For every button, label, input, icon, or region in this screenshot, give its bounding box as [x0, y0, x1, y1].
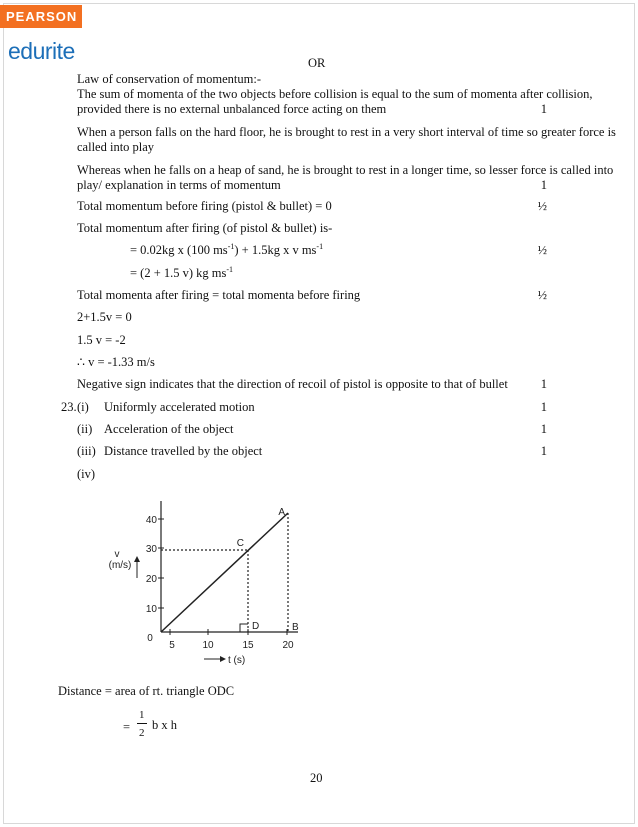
edurite-logo: edurite [8, 38, 75, 64]
question-number: 23. [61, 400, 77, 414]
pearson-logo: PEARSON [0, 5, 82, 28]
fraction-equals: = [123, 720, 131, 734]
velocity-line [161, 513, 288, 632]
equation-1-exp-b: -1 [316, 242, 324, 251]
law-line-2: provided there is no external unbalanced force acting on them [77, 102, 387, 116]
or-heading: OR [308, 56, 326, 70]
mark-3: ½ [537, 199, 547, 213]
point-a-label: A [278, 507, 285, 518]
negative-sign-note: Negative sign indicates that the direction of recoil of pistol is opposite to that of bullet [77, 377, 508, 391]
mark-5: ½ [537, 288, 547, 302]
fraction-denominator: 2 [139, 727, 145, 739]
right-angle-mark [240, 624, 248, 632]
point-d-label: D [252, 621, 260, 632]
x-tick-20: 20 [282, 640, 294, 651]
page-number: 20 [310, 771, 323, 785]
mark-1: 1 [540, 102, 547, 116]
step-1: 2+1.5v = 0 [77, 310, 132, 324]
x-axis-arrow-head [220, 656, 226, 662]
law-title: Law of conservation of momentum:- [77, 72, 261, 86]
y-tick-20: 20 [145, 574, 157, 585]
fraction-bar [137, 723, 147, 724]
part-i-label: (i) [77, 400, 89, 414]
point-c-label: C [236, 538, 244, 549]
velocity-time-graph [100, 496, 330, 678]
part-iii-label: (iii) [77, 444, 96, 458]
y-axis-arrow-head [134, 556, 140, 562]
equation-1-part-b: ) + 1.5kg x v ms [234, 243, 317, 257]
mark-2: 1 [540, 178, 547, 192]
x-tick-10: 10 [202, 640, 214, 651]
x-axis-label: t (s) [228, 655, 246, 666]
part-ii-answer: Acceleration of the object [104, 422, 234, 436]
mark-6: 1 [540, 377, 547, 391]
x-tick-5: 5 [169, 640, 175, 651]
part-iii-answer: Distance travelled by the object [104, 444, 263, 458]
part-iv-label: (iv) [77, 467, 96, 481]
hard-floor-line-1: When a person falls on the hard floor, he is brought to rest in a very short interval of time so greater force is [77, 125, 616, 139]
law-line-1: The sum of momenta of the two objects before collision is equal to the sum of momenta after collision, [77, 87, 593, 101]
fraction-numerator: 1 [139, 709, 145, 721]
hard-floor-line-2: called into play [77, 140, 155, 154]
y-axis-label-unit: (m/s) [108, 560, 132, 571]
x-tick-15: 15 [242, 640, 254, 651]
origin-label: 0 [147, 633, 153, 644]
equation-2-part-a: = (2 + 1.5 v) kg ms [130, 266, 227, 280]
momentum-after: Total momentum after firing (of pistol & bullet) is- [77, 221, 333, 235]
point-b-label: B [292, 622, 299, 633]
momenta-equal: Total momenta after firing = total momenta before firing [77, 288, 361, 302]
mark-8: 1 [540, 422, 547, 436]
part-i-answer: Uniformly accelerated motion [104, 400, 255, 414]
y-axis-label-v: v [114, 549, 120, 560]
y-tick-10: 10 [145, 604, 157, 615]
step-3: ∴ v = -1.33 m/s [77, 355, 155, 369]
mark-4: ½ [537, 243, 547, 257]
sand-line-1: Whereas when he falls on a heap of sand, he is brought to rest in a longer time, so lesser force is called into [77, 163, 614, 177]
mark-9: 1 [540, 444, 547, 458]
y-tick-30: 30 [145, 544, 157, 555]
equation-2-exp: -1 [226, 265, 234, 274]
distance-line: Distance = area of rt. triangle ODC [58, 684, 235, 698]
equation-2 [130, 265, 233, 281]
momentum-before: Total momentum before firing (pistol & bullet) = 0 [77, 199, 332, 213]
equation-1-exp-a: -1 [227, 242, 235, 251]
y-tick-40: 40 [145, 515, 157, 526]
fraction-rest: b x h [152, 718, 177, 732]
part-ii-label: (ii) [77, 422, 93, 436]
equation-1 [130, 242, 323, 258]
equation-1-part-a: = 0.02kg x (100 ms [130, 243, 228, 257]
mark-7: 1 [540, 400, 547, 414]
step-2: 1.5 v = -2 [77, 333, 126, 347]
sand-line-2: play/ explanation in terms of momentum [77, 178, 281, 192]
